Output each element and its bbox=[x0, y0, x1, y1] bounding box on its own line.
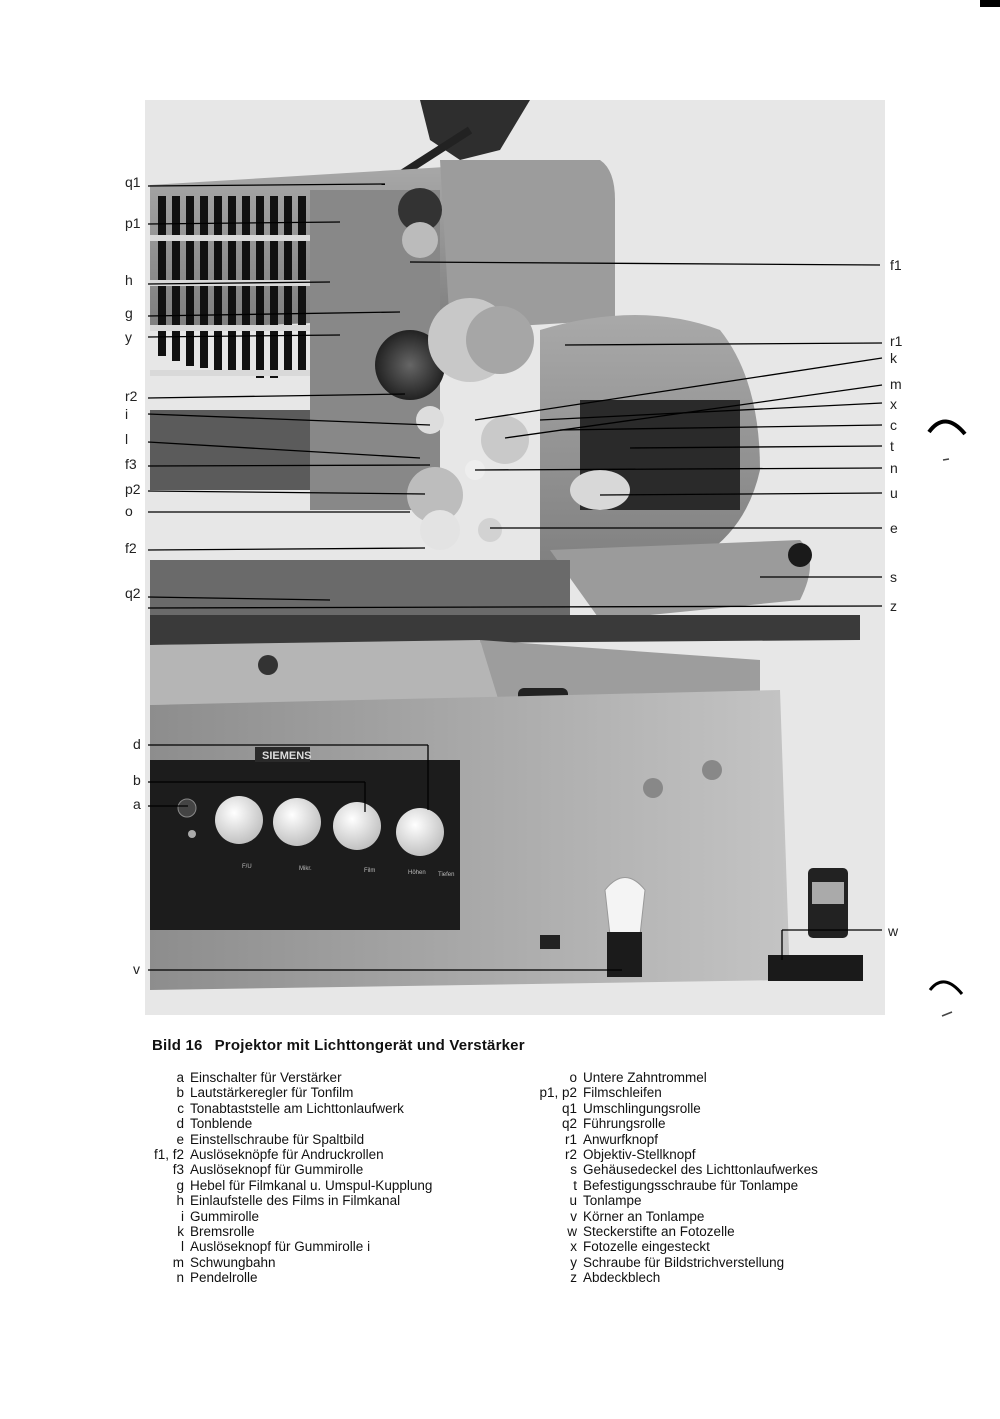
legend-item: r1 Anwurfknopf bbox=[564, 1131, 659, 1147]
knob-label-fu: F/U bbox=[242, 864, 252, 870]
legend-item: k Bremsrolle bbox=[177, 1224, 255, 1240]
label-h: h bbox=[125, 272, 133, 288]
label-z: z bbox=[890, 598, 897, 614]
knob-label-mikr: Mikr. bbox=[299, 866, 312, 872]
knob-label-film: Film bbox=[364, 868, 376, 874]
legend-item: b Lautstärkeregler für Tonfilm bbox=[176, 1085, 354, 1101]
legend-item: o Untere Zahntrommel bbox=[569, 1070, 707, 1085]
legend-item: q1 Umschlingungsrolle bbox=[561, 1100, 701, 1116]
figure-number: Bild 16 bbox=[152, 1037, 203, 1054]
legend-left-column bbox=[140, 1070, 432, 1286]
legend-item: p1, p2 Filmschleifen bbox=[539, 1085, 662, 1101]
legend-item: x Fotozelle eingesteckt bbox=[570, 1239, 710, 1255]
legend-item: f3 Auslöseknopf für Gummirolle bbox=[172, 1162, 364, 1178]
knob-label-tiefen: Tiefen bbox=[438, 872, 455, 878]
label-o: o bbox=[125, 503, 133, 519]
label-k: k bbox=[890, 350, 897, 366]
figure-caption bbox=[152, 1037, 525, 1054]
label-p1: p1 bbox=[125, 215, 141, 231]
legend-right-column bbox=[508, 1070, 818, 1286]
legend-item: m Schwungbahn bbox=[172, 1254, 276, 1270]
legend-item: v Körner an Tonlampe bbox=[570, 1208, 705, 1224]
label-e: e bbox=[890, 520, 898, 536]
label-r2: r2 bbox=[125, 388, 138, 404]
legend-item: l Auslöseknopf für Gummirolle i bbox=[181, 1239, 371, 1255]
legend-item: s Gehäusedeckel des Lichttonlaufwerkes bbox=[570, 1162, 818, 1178]
label-f1: f1 bbox=[890, 257, 902, 273]
legend-item: t Befestigungsschraube für Tonlampe bbox=[573, 1177, 799, 1193]
label-v: v bbox=[133, 961, 140, 977]
label-r1: r1 bbox=[890, 333, 903, 349]
knob-label-hoehen: Höhen bbox=[408, 870, 426, 876]
label-x: x bbox=[890, 396, 897, 412]
brand-plate: SIEMENS bbox=[262, 750, 312, 762]
label-d: d bbox=[133, 736, 141, 752]
legend-item: h Einlaufstelle des Films in Filmkanal bbox=[176, 1193, 401, 1209]
label-f3: f3 bbox=[125, 456, 137, 472]
legend-item: u Tonlampe bbox=[569, 1193, 642, 1209]
legend-item: c Tonabtaststelle am Lichttonlaufwerk bbox=[177, 1100, 404, 1116]
legend-item: w Steckerstifte an Fotozelle bbox=[567, 1224, 735, 1240]
label-n: n bbox=[890, 460, 898, 476]
label-m: m bbox=[890, 376, 902, 392]
legend-item: e Einstellschraube für Spaltbild bbox=[176, 1131, 365, 1147]
label-q1: q1 bbox=[125, 174, 141, 190]
label-c: c bbox=[890, 417, 897, 433]
label-y: y bbox=[125, 329, 132, 345]
legend-item: g Hebel für Filmkanal u. Umspul-Kupplung bbox=[176, 1177, 433, 1193]
label-w: w bbox=[888, 923, 899, 939]
figure-title: Projektor mit Lichttongerät und Verstärker bbox=[214, 1037, 525, 1054]
legend-item: n Pendelrolle bbox=[176, 1270, 258, 1286]
label-i: i bbox=[125, 406, 129, 422]
label-b: b bbox=[133, 772, 141, 788]
legend-item: r2 Objektiv-Stellknopf bbox=[564, 1147, 696, 1163]
legend-item: f1, f2 Auslöseknöpfe für Andruckrollen bbox=[153, 1147, 384, 1163]
legend-item: z Abdeckblech bbox=[570, 1270, 661, 1286]
label-p2: p2 bbox=[125, 481, 141, 497]
label-l: l bbox=[125, 431, 129, 447]
label-u: u bbox=[890, 485, 898, 501]
legend-item: i Gummirolle bbox=[181, 1208, 260, 1224]
label-a: a bbox=[133, 796, 141, 812]
label-t: t bbox=[890, 438, 894, 454]
legend-item: y Schraube für Bildstrichverstellung bbox=[570, 1254, 785, 1270]
label-g: g bbox=[125, 305, 133, 321]
label-f2: f2 bbox=[125, 540, 137, 556]
legend-item: d Tonblende bbox=[176, 1116, 253, 1132]
label-q2: q2 bbox=[125, 585, 141, 601]
legend-item: a Einschalter für Verstärker bbox=[176, 1070, 342, 1085]
legend-item: q2 Führungsrolle bbox=[561, 1116, 666, 1132]
label-s: s bbox=[890, 569, 897, 585]
